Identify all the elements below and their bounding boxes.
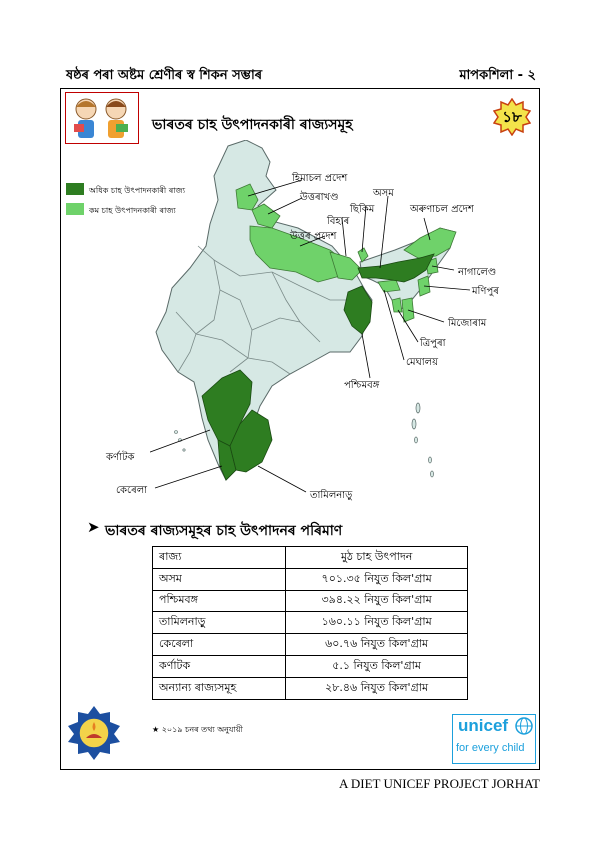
- row-production: ২৮.৪৬ নিযুত কিল'গ্ৰাম: [286, 677, 468, 699]
- tripura-region: [392, 298, 402, 312]
- andaman-islands: [412, 403, 434, 477]
- meghalaya-region: [378, 280, 400, 292]
- label-karnataka: কৰ্ণাটক: [106, 452, 135, 463]
- legend-swatch-high: [66, 183, 84, 195]
- table-header-row: [153, 547, 468, 569]
- row-state: কেৰেলা: [153, 634, 286, 656]
- tea-production-table: [152, 546, 468, 700]
- table-row: [153, 612, 468, 634]
- label-west-bengal: পশ্চিমবঙ্গ: [344, 380, 380, 391]
- bullet-arrow-icon: ➤: [87, 518, 100, 536]
- row-state: অন্যান্য ৰাজ্যসমূহ: [153, 677, 286, 699]
- label-uttarakhand: উত্তৰাখণ্ড: [300, 192, 339, 203]
- label-meghalaya: মেঘালয়: [406, 357, 439, 368]
- row-state: কৰ্ণাটক: [153, 655, 286, 677]
- table-row: [153, 655, 468, 677]
- header-left-title: ষষ্ঠৰ পৰা অষ্টম শ্ৰেণীৰ স্ব শিকন সম্ভাৰ: [66, 68, 263, 83]
- row-production: ৭০১.৩৫ নিযুত কিল'গ্ৰাম: [286, 568, 468, 590]
- unicef-logo-word: unicef: [458, 716, 509, 735]
- map-title: ভাৰতৰ চাহ উৎপাদনকাৰী ৰাজ্যসমূহ: [152, 117, 353, 133]
- footer-project-title: A DIET UNICEF PROJECT JORHAT: [338, 776, 540, 791]
- table-row: [153, 568, 468, 590]
- kids-illustration: [65, 92, 139, 144]
- row-state: তামিলনাড়ু: [153, 612, 286, 634]
- label-kerala: কেৰেলা: [116, 485, 148, 496]
- label-himachal: হিমাচল প্ৰদেশ: [292, 173, 348, 184]
- row-production: ৬০.৭৬ নিযুত কিল'গ্ৰাম: [286, 634, 468, 656]
- unicef-globe-icon: [515, 717, 533, 735]
- table-title: ভাৰতৰ ৰাজ্যসমূহৰ চাহ উৎপাদনৰ পৰিমাণ: [105, 523, 343, 539]
- legend-label-high: অধিক চাহ উৎপাদনকাৰী ৰাজ্য: [89, 186, 186, 195]
- header-state: ৰাজ্য: [153, 547, 286, 569]
- header-right-title: মাপকশিলা - ২: [459, 68, 536, 83]
- footnote-text: ২০১৯ চনৰ তথ্য অনুযায়ী: [161, 725, 243, 734]
- row-production: ৩৯৪.২২ নিযুত কিল'গ্ৰাম: [286, 590, 468, 612]
- row-state: পশ্চিমবঙ্গ: [153, 590, 286, 612]
- table-row: [153, 677, 468, 699]
- label-assam: অসম: [373, 188, 394, 199]
- label-sikkim: ছিকিম: [350, 204, 375, 215]
- table-row: [153, 634, 468, 656]
- label-tamil-nadu: তামিলনাড়ু: [310, 490, 353, 501]
- row-production: ৫.১ নিযুত কিল'গ্ৰাম: [286, 655, 468, 677]
- legend-label-low: কম চাহ উৎপাদনকাৰী ৰাজ্য: [89, 206, 176, 215]
- label-mizoram: মিজোৰাম: [448, 318, 487, 329]
- row-production: ১৬০.১১ নিযুত কিল'গ্ৰাম: [286, 612, 468, 634]
- label-uttar-pradesh: উত্তৰ প্ৰদেশ: [290, 231, 337, 242]
- label-arunachal: অৰুণাচল প্ৰদেশ: [410, 204, 474, 215]
- label-manipur: মণিপুৰ: [472, 286, 499, 297]
- header-production: মুঠ চাহ উৎপাদন: [286, 547, 468, 569]
- legend-swatch-low: [66, 203, 84, 215]
- diet-emblem-icon: [66, 704, 122, 760]
- label-nagaland: নাগালেণ্ড: [458, 267, 497, 278]
- star-icon: ★: [152, 725, 162, 734]
- page-number: ১৮: [502, 108, 522, 126]
- footnote: [152, 724, 243, 737]
- unicef-tagline: for every child: [456, 742, 525, 754]
- row-state: অসম: [153, 568, 286, 590]
- label-bihar: বিহাৰ: [327, 216, 350, 227]
- table-row: [153, 590, 468, 612]
- label-tripura: ত্ৰিপুৰা: [420, 338, 446, 349]
